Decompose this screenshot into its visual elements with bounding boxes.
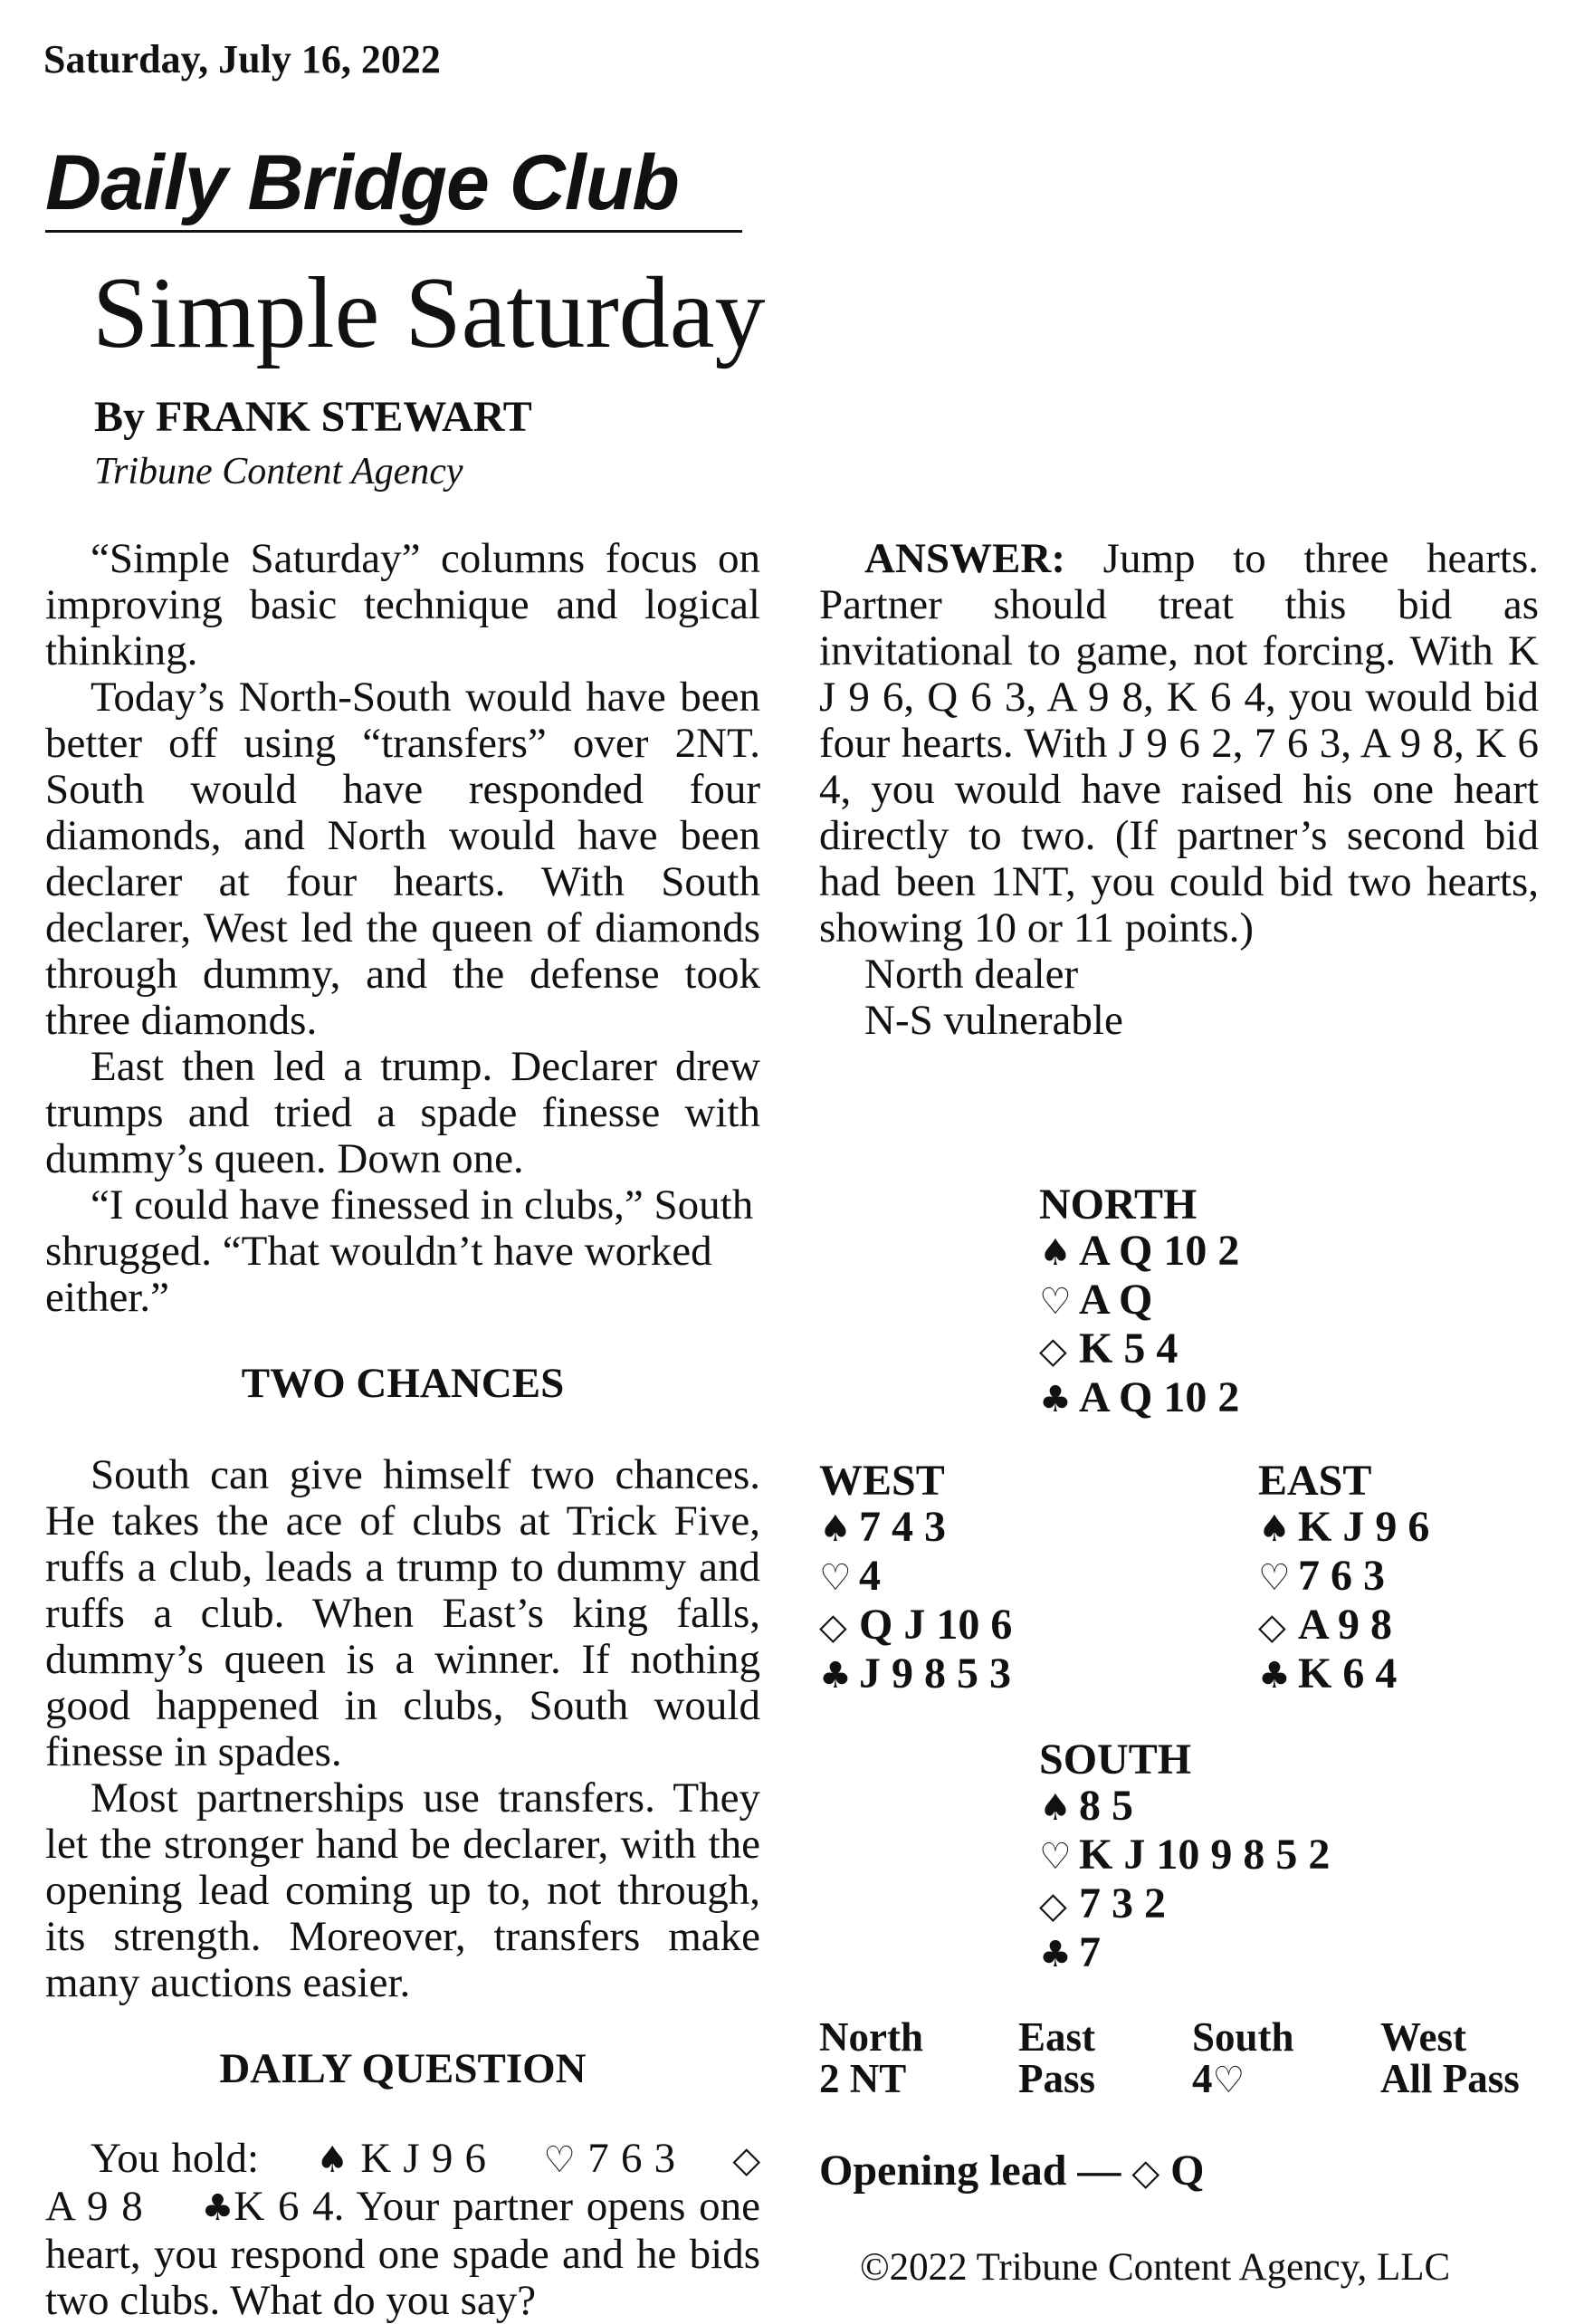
agency-credit: Tribune Content Agency: [94, 451, 463, 493]
dealer-line: North dealer: [864, 951, 1079, 998]
spade-icon: ♠: [1258, 1508, 1291, 1550]
diamond-icon: ◇: [819, 1606, 847, 1648]
heart-icon: ♡: [1039, 1836, 1072, 1878]
spades-cards: K J 9 6: [1298, 1503, 1430, 1551]
hand-name: SOUTH: [1039, 1736, 1192, 1784]
paragraph: Most partnerships use transfers. They let the stronger hand be declarer, with the opening lead coming up to, not through, its strength. Moreover, transfers make many auctions easier.: [45, 1774, 760, 2006]
diamond-icon: ◇: [1258, 1606, 1286, 1648]
diamond-icon: ◇: [1131, 2152, 1160, 2194]
clubs-cards: K 6 4: [1298, 1650, 1398, 1698]
right-column: [819, 536, 1539, 1044]
auction-bid: 4♡: [1192, 2056, 1245, 2101]
opening-lead-label: Opening lead —: [819, 2147, 1121, 2195]
spade-icon: ♠: [1039, 1232, 1072, 1274]
question-clubs: K 6 4.: [234, 2183, 345, 2230]
section-heading-daily-question: DAILY QUESTION: [219, 2045, 587, 2092]
club-icon: ♣: [1258, 1655, 1291, 1697]
hand-south: [1039, 1736, 1330, 1978]
hearts-cards: K J 10 9 8 5 2: [1079, 1831, 1331, 1879]
diamonds-cards: 7 3 2: [1079, 1879, 1166, 1927]
hearts-cards: 7 6 3: [1298, 1552, 1385, 1600]
paragraph: “Simple Saturday” columns focus on improving basic technique and logical thinking.: [45, 535, 760, 674]
question-rest: Your partner opens one heart, you respond one spade and he bids two clubs. What do you say?: [45, 2183, 760, 2324]
clubs-cards: A Q 10 2: [1079, 1373, 1240, 1421]
club-icon: ♣: [201, 2187, 234, 2229]
hand-name: EAST: [1258, 1457, 1372, 1505]
diamonds-cards: A 9 8: [1298, 1601, 1393, 1649]
auction-header-row: [819, 2014, 1543, 2060]
diamond-icon: ◇: [1039, 1330, 1067, 1372]
hand-name: NORTH: [1039, 1181, 1198, 1229]
spades-cards: 8 5: [1079, 1782, 1133, 1830]
opening-lead-card: Q: [1170, 2147, 1205, 2195]
diamonds-cards: K 5 4: [1079, 1325, 1178, 1372]
diamonds-cards: Q J 10 6: [859, 1601, 1013, 1649]
masthead: Daily Bridge Club: [45, 140, 742, 233]
daily-question: [45, 2136, 760, 2324]
clubs-cards: 7: [1079, 1928, 1101, 1976]
heart-icon: ♡: [1039, 1281, 1072, 1323]
hearts-cards: 4: [859, 1552, 881, 1600]
club-icon: ♣: [1039, 1379, 1072, 1420]
paragraph: East then led a trump. Declarer drew trumps and tried a spade finesse with dummy’s queen. Down one.: [45, 1043, 760, 1182]
spades-cards: 7 4 3: [859, 1503, 946, 1551]
question-hearts: 7 6 3: [587, 2135, 676, 2182]
club-icon: ♣: [1039, 1934, 1072, 1975]
answer-label: ANSWER:: [864, 535, 1065, 582]
spade-icon: ♠: [819, 1508, 852, 1550]
spades-cards: A Q 10 2: [1079, 1227, 1240, 1275]
opening-lead: [819, 2146, 1205, 2195]
publication-date: Saturday, July 16, 2022: [43, 37, 441, 81]
heart-icon: ♡: [819, 1557, 852, 1599]
headline: Simple Saturday: [92, 257, 766, 369]
heart-icon: ♡: [1258, 1557, 1291, 1599]
question-spades: K J 9 6: [360, 2135, 487, 2182]
auction-bid: 2 NT: [819, 2056, 907, 2101]
spade-icon: ♠: [1039, 1787, 1072, 1829]
hand-north: [1039, 1181, 1239, 1423]
paragraph: “I could have finessed in clubs,” South shrugged. “That wouldn’t have worked either.”: [45, 1181, 754, 1321]
hand-name: WEST: [819, 1457, 945, 1505]
auction-header: East: [1018, 2014, 1096, 2060]
auction-header: South: [1192, 2014, 1294, 2060]
club-icon: ♣: [819, 1655, 852, 1697]
vulnerability-line: N-S vulnerable: [864, 997, 1123, 1044]
spade-icon: ♠: [316, 2139, 349, 2181]
byline: By FRANK STEWART: [94, 393, 532, 441]
heart-icon: ♡: [543, 2139, 577, 2181]
answer-text: Jump to three hearts. Partner should treat this bid as invitational to game, not forcing. With K J 9 6, Q 6 3, A 9 8, K 6 4, you would bid four hearts. With J 9 6 2, 7 6 3, A 9 8, K 6 4, you would have raised his one heart directly to two. (If partner’s second bid had been 1NT, you could bid two hearts, showing 10 or 11 points.): [819, 535, 1540, 952]
paragraph: South can give himself two chances. He takes the ace of clubs at Trick Five, ruffs a club, leads a trump to dummy and ruffs a club. When East’s king falls, dummy’s queen is a winner. If nothing good happened in clubs, South would finesse in spades.: [45, 1451, 760, 1775]
diamond-icon: ◇: [1039, 1885, 1067, 1927]
answer: [819, 536, 1539, 952]
auction-table: [819, 2014, 1543, 2101]
hand-east: [1258, 1458, 1429, 1699]
question-prefix: You hold:: [91, 2135, 260, 2182]
hand-west: [819, 1458, 1012, 1699]
copyright: ©2022 Tribune Content Agency, LLC: [860, 2246, 1451, 2289]
auction-bid: All Pass: [1380, 2056, 1520, 2101]
diamond-icon: ◇: [732, 2139, 761, 2181]
question-diamonds: A 9 8: [45, 2183, 143, 2230]
auction-bid-row: [819, 2056, 1543, 2101]
paragraph: Today’s North-South would have been better off using “transfers” over 2NT. South would have responded four diamonds, and North would have been declarer at four hearts. With South declarer, West led the queen of diamonds through dummy, and the defense took three diamonds.: [45, 674, 760, 1044]
hearts-cards: A Q: [1079, 1276, 1153, 1324]
auction-header: West: [1380, 2014, 1466, 2060]
auction-header: North: [819, 2014, 923, 2060]
clubs-cards: J 9 8 5 3: [859, 1650, 1011, 1698]
left-column: [45, 536, 760, 2324]
auction-bid: Pass: [1018, 2056, 1096, 2101]
section-heading-two-chances: TWO CHANCES: [241, 1360, 565, 1407]
heart-icon: ♡: [1212, 2060, 1245, 2101]
